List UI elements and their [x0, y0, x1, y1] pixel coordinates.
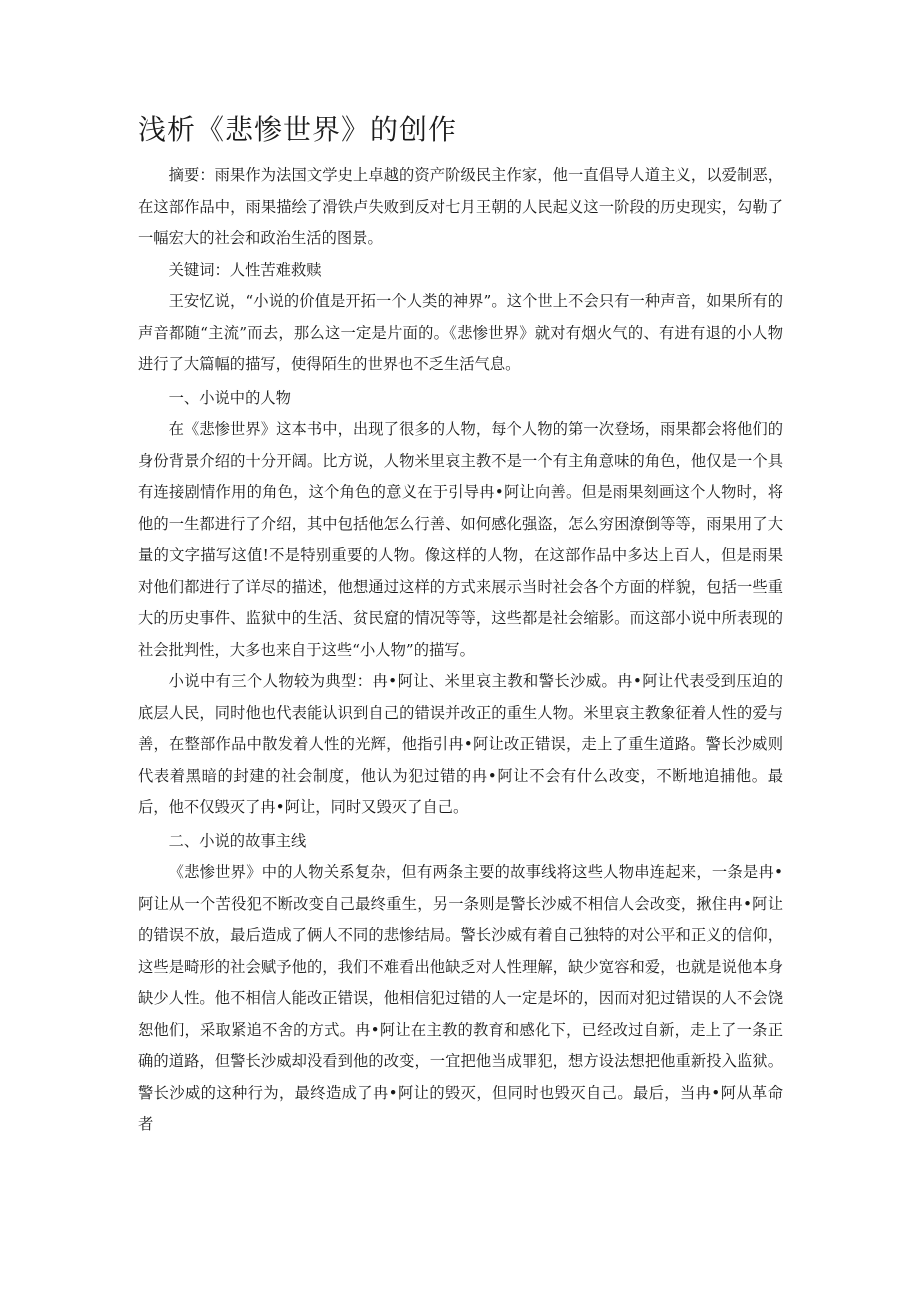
section-heading-characters: 一、小说中的人物 — [168, 388, 291, 407]
intro-paragraph: 王安忆说，“小说的价值是开拓一个人类的神界”。这个世上不会只有一种声音，如果所有的声音都随“主流”而去，那么这一定是片面的。《悲惨世界》就对有烟火气的、有进有退的小人物进行了大篇幅的描写，使得陌生的世界也不乏生活气息。 — [138, 292, 783, 373]
abstract-paragraph: 摘要：雨果作为法国文学史上卓越的资产阶级民主作家，他一直倡导人道主义，以爱制恶，在这部作品中，雨果描绘了滑铁卢失败到反对七月王朝的人民起义这一阶段的历史现实，勾勒了一幅宏大的社会和政治生活的图景。 — [138, 166, 783, 247]
document-page — [138, 108, 783, 1141]
section1-paragraph-1: 在《悲惨世界》这本书中，出现了很多的人物，每个人物的第一次登场，雨果都会将他们的身份背景介绍的十分开阔。比方说，人物米里哀主教不是一个有主角意味的角色，他仅是一个具有连接剧情作用的角色，这个角色的意义在于引导冉•阿让向善。但是雨果刻画这个人物时，将他的一生都进行了介绍，其中包括他怎么行善、如何感化强盗，怎么穷困潦倒等等，雨果用了大量的文字描写这值!不是特别重要的人物。像这样的人物，在这部作品中多达上百人，但是雨果对他们都进行了详尽的描述，他想通过这样的方式来展示当时社会各个方面的样貌，包括一些重大的历史事件、监狱中的生活、贫民窟的情况等等，这些都是社会缩影。而这部小说中所表现的社会批判性，大多也来自于这些“小人物”的描写。 — [138, 420, 783, 659]
section-heading-storyline: 二、小说的故事主线 — [168, 831, 307, 850]
section2-paragraph-1: 《悲惨世界》中的人物关系复杂，但有两条主要的故事线将这些人物串连起来，一条是冉•阿让从一个苦役犯不断改变自己最终重生，另一条则是警长沙威不相信人会改变，揪住冉•阿让的错误不放，最后造成了俩人不同的悲惨结局。警长沙威有着自己独特的对公平和正义的信仰，这些是畸形的社会赋予他的，我们不难看出他缺乏对人性理解，缺少宽容和爱，也就是说他本身缺少人性。他不相信人能改正错误，他相信犯过错的人一定是坏的，因而对犯过错误的人不会饶恕他们，采取紧追不舍的方式。冉•阿让在主教的教育和感化下，已经改过自新，走上了一条正确的道路，但警长沙威却没看到他的改变，一宜把他当成罪犯，想方设法想把他重新投入监狱。警长沙威的这种行为，最终造成了冉•阿让的毁灭，但同时也毁灭自己。最后，当冉•阿从革命者 — [138, 863, 783, 1133]
section1-paragraph-2: 小说中有三个人物较为典型：冉•阿让、米里哀主教和警长沙威。冉•阿让代表受到压迫的底层人民，同时他也代表能认识到自己的错误并改正的重生人物。米里哀主教象征着人性的爱与善，在整部作品中散发着人性的光辉，他指引冉•阿让改正错误，走上了重生道路。警长沙威则代表着黑暗的封建的社会制度，他认为犯过错的冉•阿让不会有什么改变，不断地追捕他。最后，他不仅毁灭了冉•阿让，同时又毁灭了自己。 — [138, 672, 783, 816]
document-title: 浅析《悲惨世界》的创作 — [138, 113, 458, 146]
keywords-line: 关键词：人性苦难救赎 — [168, 260, 322, 279]
